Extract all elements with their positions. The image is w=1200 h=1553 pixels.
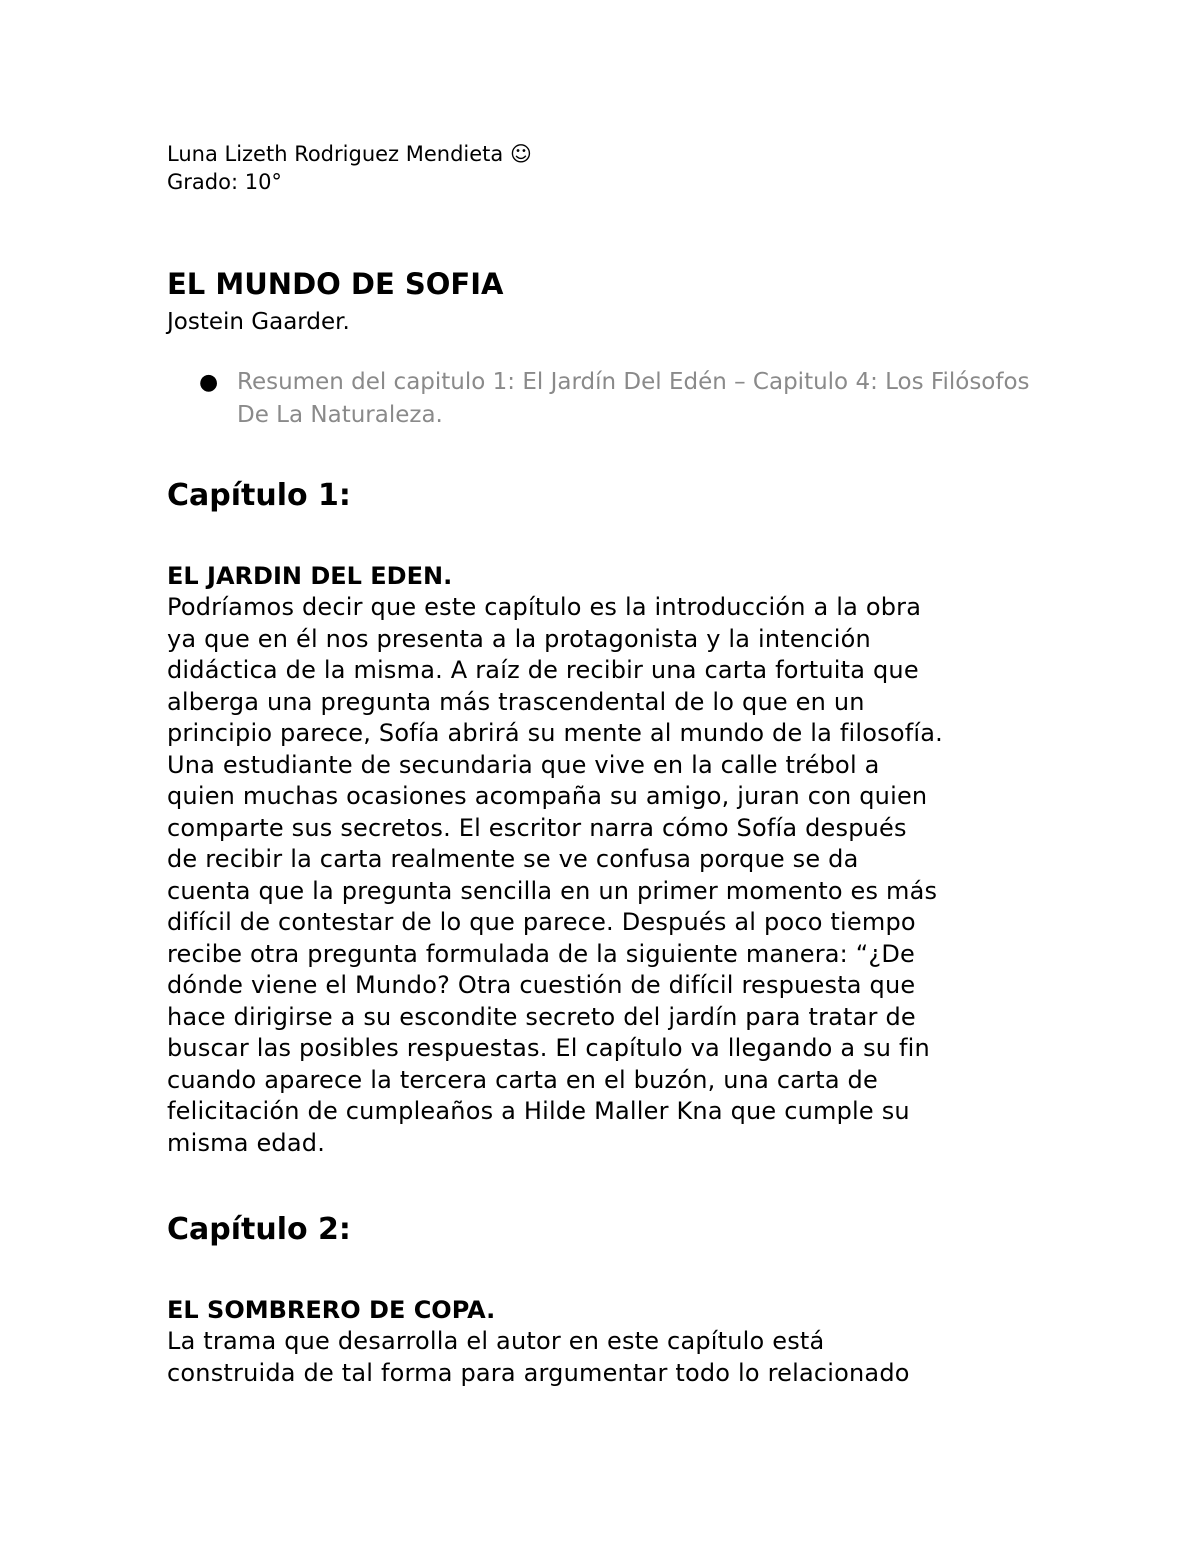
chapter-2-section-title: EL SOMBRERO DE COPA. bbox=[167, 1296, 496, 1324]
student-name: Luna Lizeth Rodriguez Mendieta ☺ bbox=[167, 142, 532, 166]
paragraph-line: buscar las posibles respuestas. El capítulo va llegando a su fin bbox=[167, 1034, 930, 1062]
paragraph-line: principio parece, Sofía abrirá su mente al mundo de la filosofía. bbox=[167, 719, 943, 747]
paragraph-line: misma edad. bbox=[167, 1128, 326, 1157]
book-title: EL MUNDO DE SOFIA bbox=[167, 267, 504, 301]
paragraph-line: recibe otra pregunta formulada de la siguiente manera: “¿De bbox=[167, 939, 916, 968]
paragraph-line: construida de tal forma para argumentar todo lo relacionado bbox=[167, 1358, 910, 1387]
paragraph-line: cuando aparece la tercera carta en el buzón, una carta de bbox=[167, 1065, 878, 1094]
paragraph-line: dónde viene el Mundo? Otra cuestión de difícil respuesta que bbox=[167, 971, 916, 999]
summary-bullet-text: Resumen del capitulo 1: El Jardín Del Edén – Capitulo 4: Los Filósofos De La Naturaleza. bbox=[237, 369, 1030, 428]
chapter-1-paragraph bbox=[167, 592, 1047, 1159]
paragraph-line: de recibir la carta realmente se ve confusa porque se da bbox=[167, 845, 859, 873]
chapter-2-paragraph bbox=[167, 1326, 1047, 1389]
paragraph-line: quien muchas ocasiones acompaña su amigo, juran con quien bbox=[167, 782, 928, 810]
summary-bullet bbox=[199, 366, 1049, 432]
paragraph-line: difícil de contestar de lo que parece. Después al poco tiempo bbox=[167, 908, 916, 936]
bullet-icon: ● bbox=[199, 370, 219, 395]
paragraph-line: felicitación de cumpleaños a Hilde Maller Kna que cumple su bbox=[167, 1097, 910, 1125]
paragraph-line: cuenta que la pregunta sencilla en un primer momento es más bbox=[167, 876, 938, 905]
chapter-2-heading: Capítulo 2: bbox=[167, 1212, 351, 1247]
paragraph-line: alberga una pregunta más trascendental de lo que en un bbox=[167, 687, 865, 716]
paragraph-line: La trama que desarrolla el autor en este capítulo está bbox=[167, 1327, 825, 1355]
student-grade: Grado: 10° bbox=[167, 170, 282, 194]
paragraph-line: ya que en él nos presenta a la protagonista y la intención bbox=[167, 624, 871, 653]
chapter-1-section-title: EL JARDIN DEL EDEN. bbox=[167, 562, 453, 590]
paragraph-line: comparte sus secretos. El escritor narra cómo Sofía después bbox=[167, 813, 907, 842]
paragraph-line: didáctica de la misma. A raíz de recibir una carta fortuita que bbox=[167, 656, 919, 684]
chapter-1-heading: Capítulo 1: bbox=[167, 478, 351, 513]
paragraph-line: Podríamos decir que este capítulo es la introducción a la obra bbox=[167, 593, 922, 621]
book-author: Jostein Gaarder. bbox=[167, 309, 350, 335]
paragraph-line: hace dirigirse a su escondite secreto del jardín para tratar de bbox=[167, 1002, 916, 1031]
paragraph-line: Una estudiante de secundaria que vive en la calle trébol a bbox=[167, 750, 880, 779]
